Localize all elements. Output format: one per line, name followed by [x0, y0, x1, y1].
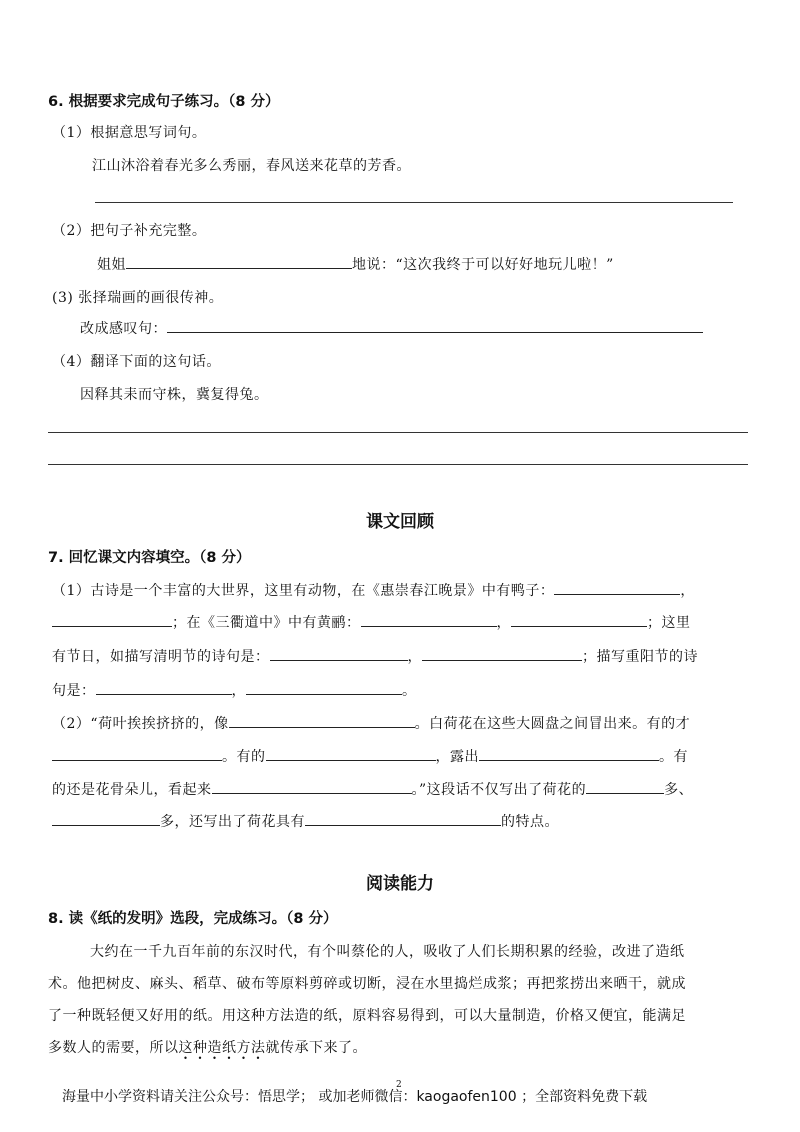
- q7-text: ，: [680, 583, 695, 599]
- fill-blank[interactable]: [229, 713, 415, 728]
- q6-part2-prefix: 姐姐: [97, 257, 126, 273]
- q6-part3-label: (3) 张择瑞画的画很传神。: [52, 290, 224, 306]
- q7-title: 7. 回忆课文内容填空。（8 分）: [48, 550, 251, 566]
- fill-blank[interactable]: [305, 811, 501, 826]
- q7-line: [52, 646, 698, 666]
- q7-text: ，露出: [435, 749, 479, 765]
- fill-blank[interactable]: [126, 254, 352, 269]
- q6-part2-sentence: [97, 254, 614, 274]
- q8-passage-line: 了一种既轻便又好用的纸。用这种方法造的纸，原料容易得到，可以大量制造，价格又便宜，能满足: [48, 1008, 686, 1024]
- fill-blank[interactable]: [52, 612, 172, 627]
- fill-blank[interactable]: [167, 318, 703, 333]
- q8-passage-line: 术。他把树皮、麻头、稻草、破布等原料剪碎或切断，浸在水里捣烂成浆；再把浆捞出来晒干，就成: [48, 976, 686, 992]
- q7-text: （2）“荷叶挨挨挤挤的，像: [52, 716, 229, 732]
- q6-part2-label: （2）把句子补充完整。: [52, 223, 207, 239]
- section-heading-reading: 阅读能力: [366, 874, 434, 894]
- fill-blank[interactable]: [554, 580, 680, 595]
- q7-text: 。: [402, 683, 417, 699]
- q6-part3-prefix: 改成感叹句：: [80, 321, 167, 337]
- q8-title: 8. 读《纸的发明》选段，完成练习。（8 分）: [48, 911, 338, 927]
- section-heading-review: 课文回顾: [366, 512, 434, 532]
- fill-blank[interactable]: [96, 680, 232, 695]
- fill-blank[interactable]: [586, 779, 664, 794]
- q7-line: [52, 811, 559, 831]
- q7-line: [52, 779, 693, 799]
- q6-part1-text: 江山沐浴着春光多么秀丽，春风送来花草的芳香。: [92, 158, 411, 174]
- fill-blank[interactable]: [246, 680, 402, 695]
- emphasis-char: 法: [251, 1040, 266, 1056]
- q7-text: ；在《三衢道中》中有黄鹂：: [172, 615, 361, 631]
- q6-part1-label: （1）根据意思写词句。: [52, 125, 207, 141]
- q7-text: 有节日，如描写清明节的诗句是：: [52, 649, 270, 665]
- q6-part4-label: （4）翻译下面的这句话。: [52, 354, 221, 370]
- q7-text: ，: [231, 683, 246, 699]
- q8-text: 多数人的需要，所以: [48, 1040, 179, 1056]
- fill-blank[interactable]: [361, 612, 497, 627]
- emphasis-char: 造: [207, 1040, 222, 1056]
- emphasis-char: 纸: [222, 1040, 237, 1056]
- answer-line[interactable]: [48, 464, 748, 465]
- fill-blank[interactable]: [52, 811, 160, 826]
- q7-text: 的特点。: [501, 814, 559, 830]
- q6-part2-suffix: 地说：“这次我终于可以好好地玩儿啦！”: [352, 257, 614, 273]
- q6-title: 6. 根据要求完成句子练习。（8 分）: [48, 94, 280, 110]
- fill-blank[interactable]: [52, 746, 222, 761]
- q7-line: [52, 746, 688, 766]
- answer-line[interactable]: [95, 202, 733, 203]
- q7-line: [52, 580, 695, 600]
- page-number: 2: [396, 1080, 402, 1090]
- q7-line: [52, 713, 690, 733]
- q7-text: ，: [496, 615, 511, 631]
- q8-dotted-phrase: [179, 1040, 266, 1056]
- q7-text: 的还是花骨朵儿，看起来: [52, 782, 212, 798]
- fill-blank[interactable]: [479, 746, 659, 761]
- fill-blank[interactable]: [511, 612, 647, 627]
- emphasis-char: 这: [178, 1040, 193, 1056]
- q7-text: 。”这段话不仅写出了荷花的: [411, 782, 587, 798]
- q7-text: 多，还写出了荷花具有: [160, 814, 305, 830]
- fill-blank[interactable]: [212, 779, 412, 794]
- q7-text: ，: [407, 649, 422, 665]
- q7-line: [52, 612, 691, 632]
- q7-text: ；描写重阳节的诗: [582, 649, 698, 665]
- fill-blank[interactable]: [270, 646, 408, 661]
- q6-part3-line: [80, 318, 703, 338]
- q7-text: （1）古诗是一个丰富的大世界，这里有动物，在《惠崇春江晚景》中有鸭子：: [52, 583, 555, 599]
- q8-text: 就传承下来了。: [265, 1040, 367, 1056]
- q6-part4-text: 因释其耒而守株，冀复得兔。: [80, 387, 269, 403]
- q7-text: ；这里: [647, 615, 691, 631]
- q7-text: 句是：: [52, 683, 96, 699]
- footer-notice: 海量中小学资料请关注公众号：悟思学； 或加老师微信：kaogaofen100 ；全部资料免费下载: [62, 1089, 648, 1105]
- emphasis-char: 方: [236, 1040, 251, 1056]
- q7-text: 。有的: [222, 749, 266, 765]
- answer-line[interactable]: [48, 432, 748, 433]
- q8-passage-line: 大约在一千九百年前的东汉时代，有个叫蔡伦的人，吸收了人们长期积累的经验，改进了造纸: [90, 944, 685, 960]
- q7-text: 。有: [659, 749, 688, 765]
- q7-text: 。白荷花在这些大圆盘之间冒出来。有的才: [414, 716, 691, 732]
- q7-text: 多、: [664, 782, 694, 798]
- q7-line: [52, 680, 417, 700]
- fill-blank[interactable]: [266, 746, 436, 761]
- q8-passage-line: [48, 1037, 367, 1057]
- fill-blank[interactable]: [422, 646, 582, 661]
- emphasis-char: 种: [193, 1040, 208, 1056]
